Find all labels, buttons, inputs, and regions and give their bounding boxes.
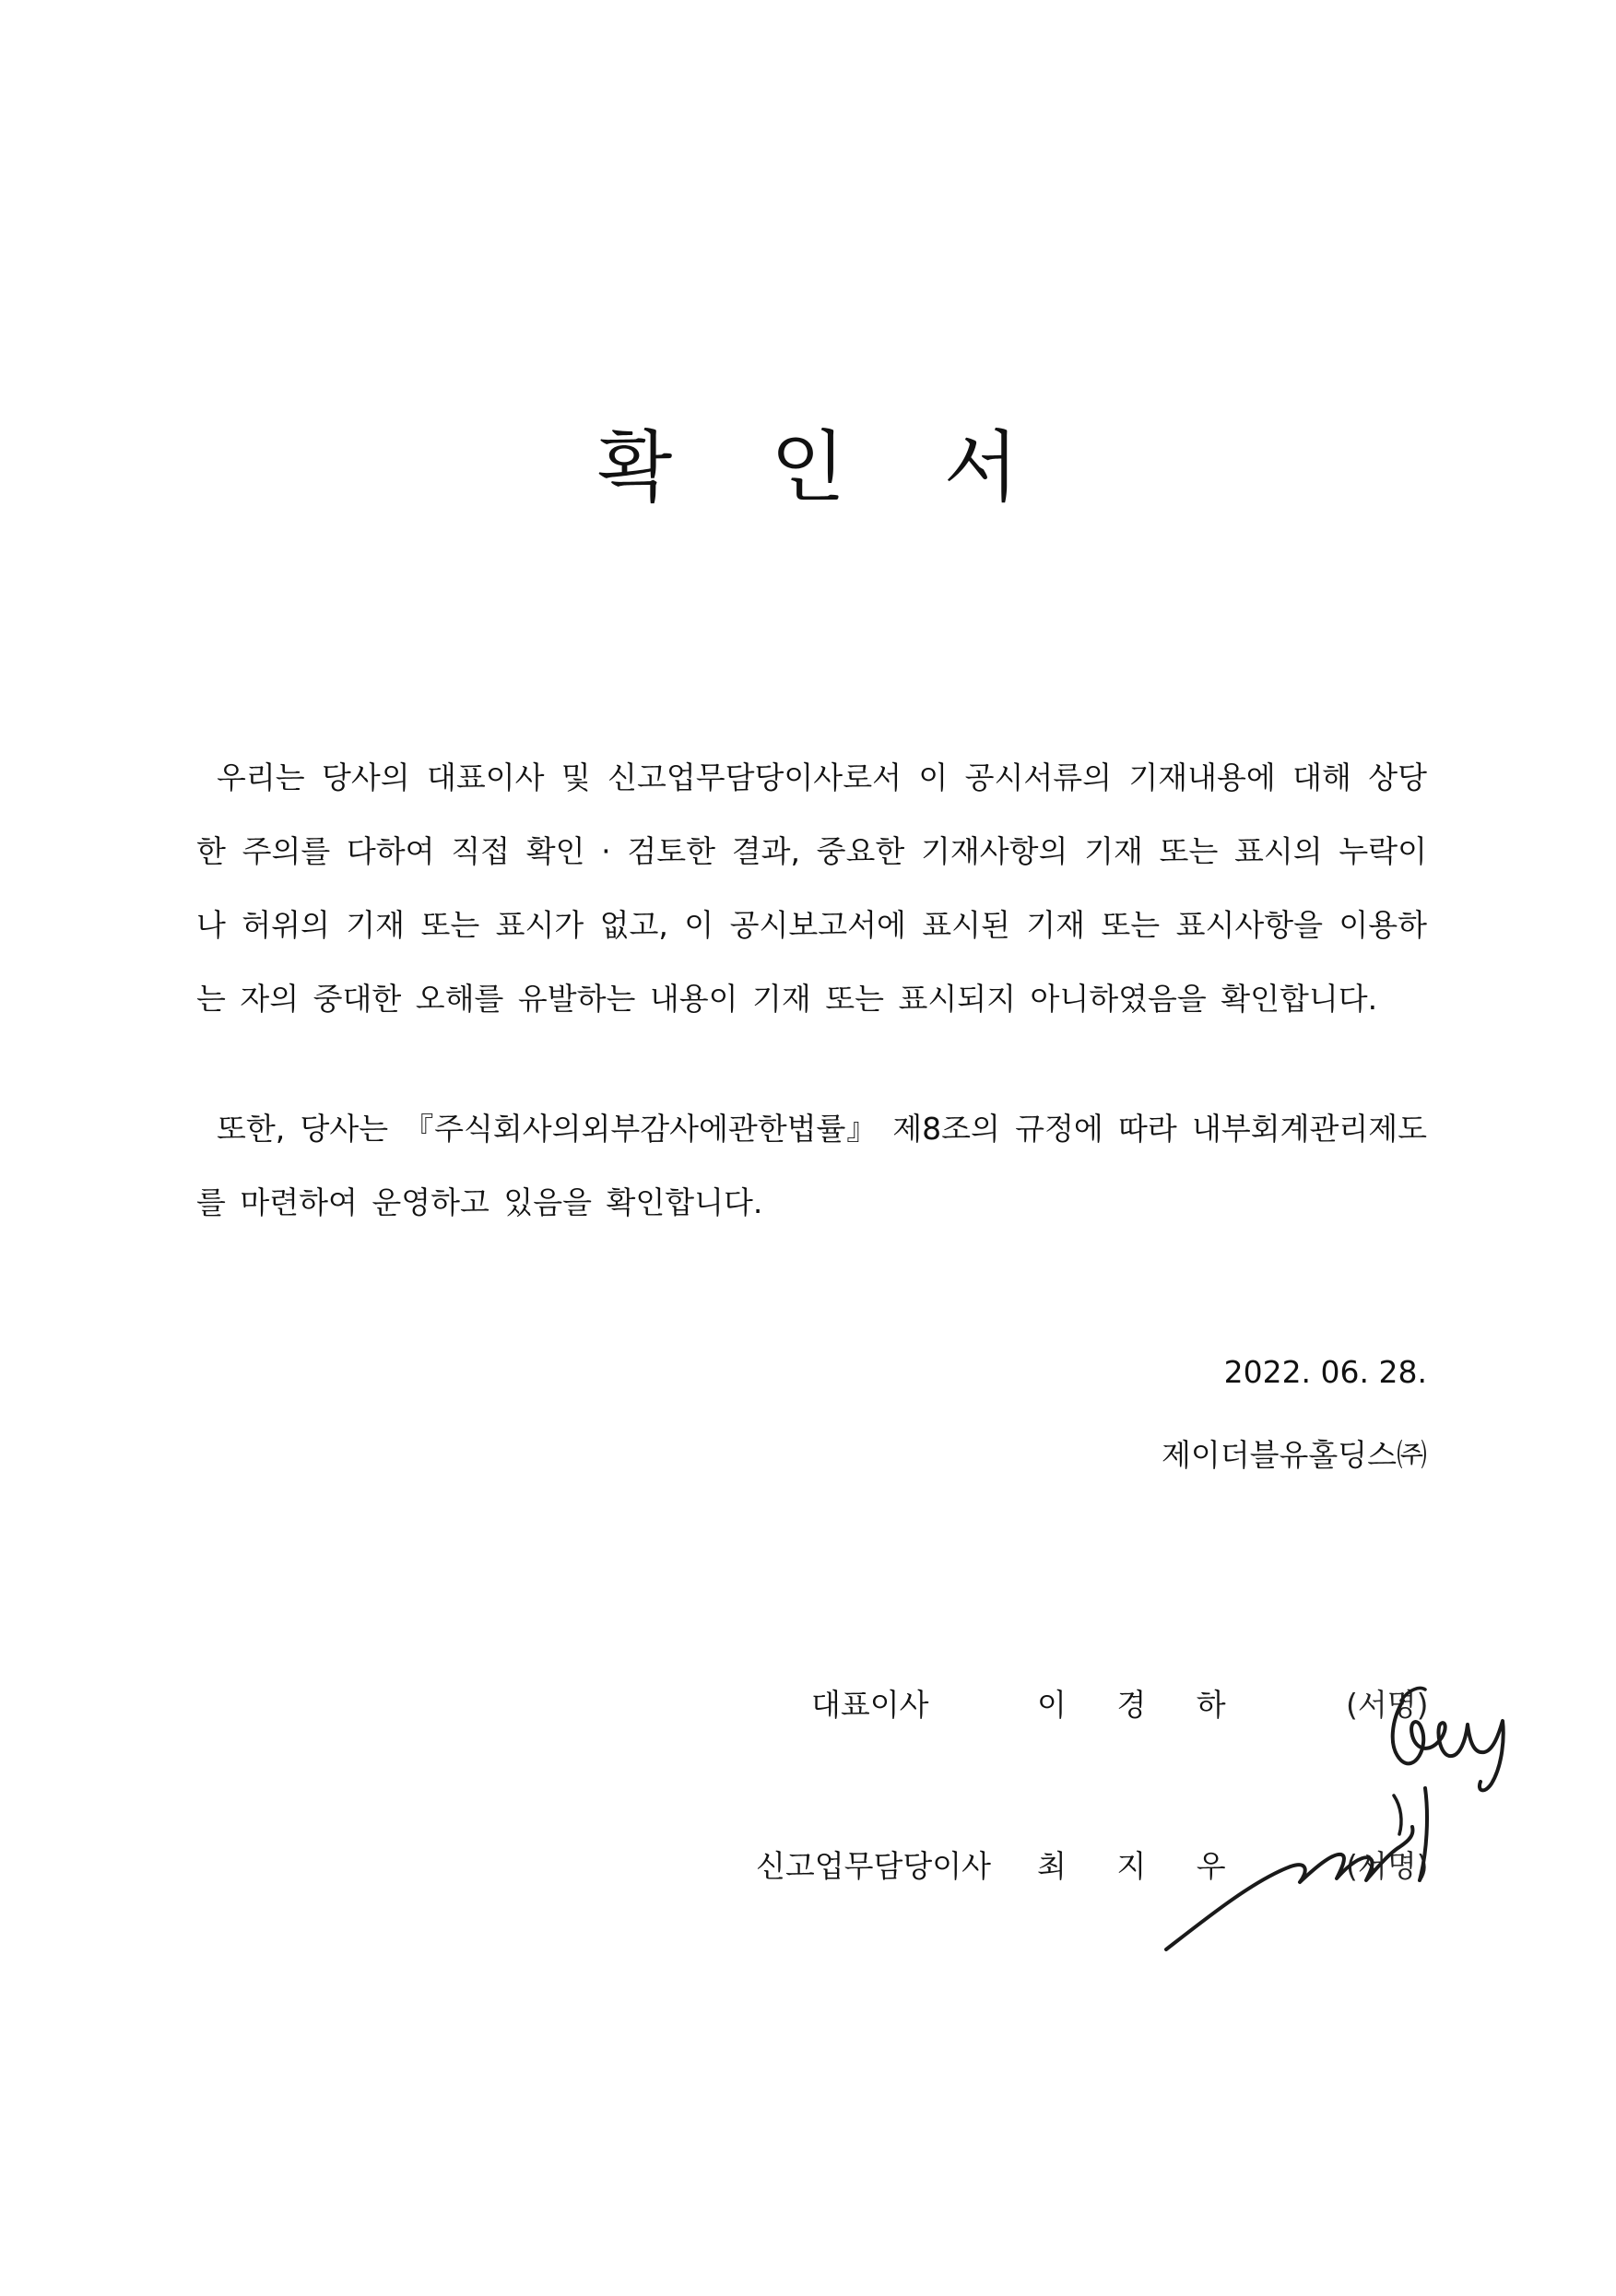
- signatory-role: 신고업무담당이사: [756, 1848, 992, 1884]
- signatory-role: 대표이사: [811, 1687, 929, 1723]
- company-name: 제이더블유홀딩스㈜: [1161, 1437, 1427, 1473]
- document-title: 확 인 서: [597, 422, 1056, 512]
- signature-label: (서명): [1346, 1687, 1429, 1723]
- signatory-name: 최 지 우: [1037, 1848, 1246, 1884]
- signatory-name: 이 경 하: [1037, 1687, 1246, 1723]
- internal-control-paragraph-text: 또한, 당사는 『주식회사의외부감사에관한법률』 제8조의 규정에 따라 내부회계관리제도를 마련하여 운영하고 있음을 확인합니다.: [196, 1111, 1427, 1220]
- document-date: 2022. 06. 28.: [1223, 1354, 1427, 1390]
- signature-label: (서명): [1346, 1848, 1429, 1884]
- internal-control-paragraph: [196, 1092, 1427, 1240]
- confirmation-paragraph: [196, 741, 1427, 1036]
- confirmation-paragraph-text: 우리는 당사의 대표이사 및 신고업무담당이사로서 이 공시서류의 기재내용에 대해 상당한 주의를 다하여 직접 확인 · 검토한 결과, 중요한 기재사항의 기재 또는 표시의 누락이나 허위의 기재 또는 표시가 없고, 이 공시보고서에 표시된 기재 또는 표시사항을 이용하는 자의 중대한 오해를 유발하는 내용이 기재 또는 표시되지 아니하였음을 확인합니다.: [196, 759, 1427, 1017]
- director-handwritten-signature: [1152, 1770, 1457, 1963]
